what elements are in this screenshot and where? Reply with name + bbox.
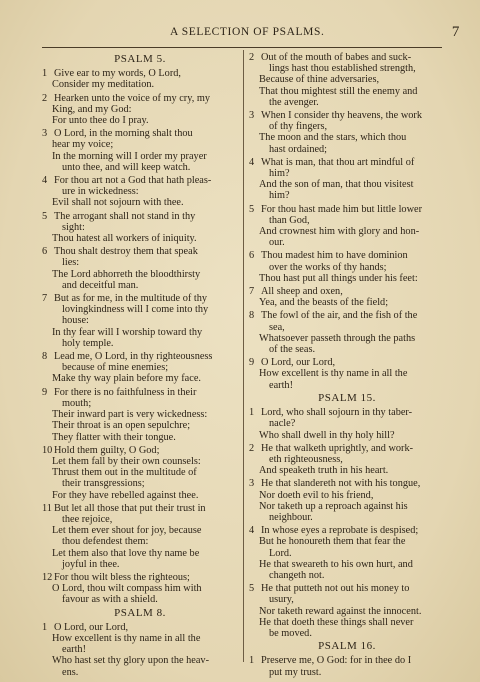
verse-line: neighbour. bbox=[269, 511, 313, 523]
verse-line: house: bbox=[62, 315, 89, 327]
verse bbox=[249, 407, 445, 441]
verse-line-row bbox=[42, 548, 238, 559]
verse-line-row bbox=[42, 162, 238, 173]
verse-line: Nor doeth evil to his friend, bbox=[259, 489, 374, 501]
verse-line: Let them also that love thy name be bbox=[52, 547, 200, 559]
verse-line-row bbox=[42, 467, 238, 478]
verse-line-row bbox=[249, 357, 445, 368]
verse-line: of thy fingers, bbox=[269, 121, 328, 133]
verse-line: Evil shall not sojourn with thee. bbox=[52, 197, 184, 209]
verse-line: ens. bbox=[62, 666, 79, 678]
verse-line-row bbox=[42, 633, 238, 644]
verse bbox=[42, 68, 238, 90]
verse-line-row bbox=[42, 222, 238, 233]
verse-line: sight: bbox=[62, 221, 85, 233]
verse-line-row bbox=[42, 536, 238, 547]
verse-line: their transgressions; bbox=[62, 478, 145, 490]
verse-line-row bbox=[42, 490, 238, 501]
verse-line-row bbox=[249, 454, 445, 465]
verse-line-row bbox=[249, 110, 445, 121]
verse-line: lovingkindness will I come into thy bbox=[62, 304, 209, 316]
right-column bbox=[249, 52, 445, 680]
verse-line-row bbox=[249, 407, 445, 418]
verse-line: Out of the mouth of babes and suck- bbox=[261, 52, 412, 63]
verse-line-row bbox=[42, 93, 238, 104]
verse-line-row bbox=[249, 418, 445, 429]
verse-line: He that putteth not out his money to bbox=[261, 583, 410, 595]
psalm-heading: PSALM 16. bbox=[318, 640, 376, 653]
verse-line: Thou madest him to have dominion bbox=[261, 250, 408, 262]
verse-line-row bbox=[249, 478, 445, 489]
verse-number: 7 bbox=[42, 293, 48, 305]
verse-line: usury, bbox=[269, 594, 294, 606]
verse-line: For thou art not a God that hath pleas- bbox=[54, 175, 212, 187]
verse bbox=[42, 351, 238, 385]
verse bbox=[42, 387, 238, 443]
verse-line-row bbox=[42, 420, 238, 431]
verse-line-row bbox=[42, 104, 238, 115]
verse-line: him? bbox=[269, 168, 290, 180]
verse-line: than God, bbox=[269, 214, 310, 226]
verse-line-row bbox=[42, 128, 238, 139]
verse-number: 6 bbox=[249, 250, 255, 262]
verse-line-row bbox=[42, 409, 238, 420]
verse bbox=[249, 250, 445, 284]
verse-line: That thou mightest still the enemy and bbox=[259, 85, 418, 97]
verse-number: 4 bbox=[249, 156, 255, 168]
verse-line: and deceitful man. bbox=[62, 279, 139, 291]
psalm-heading: PSALM 15. bbox=[318, 391, 376, 404]
verse-line: ure in wickedness: bbox=[62, 186, 139, 198]
verse-line-row bbox=[249, 121, 445, 132]
verse-line: Let them ever shout for joy, because bbox=[52, 525, 202, 537]
verse-line: Let them fall by their own counsels: bbox=[52, 455, 201, 467]
verse-line-row bbox=[249, 97, 445, 108]
verse-number: 10 bbox=[42, 444, 53, 456]
verse-line-row bbox=[42, 175, 238, 186]
running-title: A SELECTION OF PSALMS. bbox=[170, 26, 325, 38]
left-column bbox=[42, 52, 238, 680]
verse-line: Who shall dwell in thy holy hill? bbox=[259, 429, 395, 441]
verse-number: 1 bbox=[42, 621, 48, 633]
verse-line-row bbox=[42, 559, 238, 570]
verse-line: And crownest him with glory and hon- bbox=[259, 226, 420, 238]
verse-line: favour as with a shield. bbox=[62, 594, 158, 606]
verse-line-row bbox=[42, 398, 238, 409]
verse bbox=[249, 443, 445, 477]
verse-line: For they have rebelled against thee. bbox=[52, 489, 199, 501]
verse-line: Lord, who shall sojourn in thy taber- bbox=[261, 407, 413, 419]
verse-line: For thou wilt bless the righteous; bbox=[54, 571, 190, 583]
verse-line-row bbox=[249, 237, 445, 248]
verse bbox=[42, 293, 238, 349]
verse-line: In thy fear will I worship toward thy bbox=[52, 326, 203, 338]
verse-line: Who hast set thy glory upon the heav- bbox=[52, 655, 209, 667]
psalm-heading: PSALM 8. bbox=[114, 606, 166, 619]
verse-line-row bbox=[42, 572, 238, 583]
verse-line: The fowl of the air, and the fish of the bbox=[261, 310, 418, 322]
verse bbox=[42, 211, 238, 245]
verse bbox=[249, 525, 445, 581]
verse-line-row bbox=[249, 273, 445, 284]
verse-line-row bbox=[42, 246, 238, 257]
verse-line: He that doeth these things shall never bbox=[259, 616, 414, 628]
verse-line: Whatsoever passeth through the paths bbox=[259, 332, 416, 344]
running-header bbox=[40, 26, 460, 42]
verse-line: For unto thee do I pray. bbox=[52, 115, 149, 127]
verse-number: 2 bbox=[249, 52, 255, 63]
verse-line-row bbox=[249, 594, 445, 605]
verse-line: joyful in thee. bbox=[62, 558, 120, 570]
verse-line-row bbox=[249, 215, 445, 226]
verse-line: sea, bbox=[269, 321, 285, 333]
verse-line-row bbox=[249, 628, 445, 639]
verse-line-row bbox=[249, 443, 445, 454]
verse-line-row bbox=[249, 333, 445, 344]
verse-line-row bbox=[249, 512, 445, 523]
verse-line: earth! bbox=[269, 379, 294, 391]
verse-line-row bbox=[42, 315, 238, 326]
verse-line-row bbox=[249, 63, 445, 74]
verse-line: He that walketh uprightly, and work- bbox=[261, 442, 414, 454]
verse-line-row bbox=[249, 430, 445, 441]
verse-line: Lead me, O Lord, in thy righteousness bbox=[54, 351, 213, 363]
verse-line: of the seas. bbox=[269, 344, 316, 356]
verse-line-row bbox=[42, 362, 238, 373]
verse-line-row bbox=[249, 655, 445, 666]
verse bbox=[249, 478, 445, 523]
verse-line: hast ordained; bbox=[269, 143, 328, 155]
verse-number: 2 bbox=[249, 442, 255, 454]
verse-number: 12 bbox=[42, 571, 53, 583]
verse-line-row bbox=[249, 380, 445, 391]
page-number: 7 bbox=[451, 24, 460, 40]
verse-line-row bbox=[42, 327, 238, 338]
verse-line: Hearken unto the voice of my cry, my bbox=[54, 92, 211, 104]
verse-line: Because of thine adversaries, bbox=[259, 74, 380, 86]
verse-line-row bbox=[249, 86, 445, 97]
verse-line: Make thy way plain before my face. bbox=[52, 373, 201, 385]
verse-line-row bbox=[249, 617, 445, 628]
verse-number: 11 bbox=[42, 502, 52, 514]
verse-line-row bbox=[42, 525, 238, 536]
verse-line-row bbox=[42, 387, 238, 398]
verse-line-row bbox=[42, 644, 238, 655]
verse-line-row bbox=[42, 373, 238, 384]
verse-line: over the works of thy hands; bbox=[269, 261, 387, 273]
verse-line-row bbox=[42, 269, 238, 280]
verse-line: earth! bbox=[62, 644, 87, 656]
verse bbox=[249, 583, 445, 639]
verse-line-row bbox=[42, 594, 238, 605]
psalm-heading: PSALM 5. bbox=[114, 53, 166, 65]
verse-line-row bbox=[249, 490, 445, 501]
verse-line-row bbox=[249, 297, 445, 308]
verse-line-row bbox=[42, 186, 238, 197]
verse bbox=[249, 357, 445, 391]
verse-number: 3 bbox=[42, 128, 48, 140]
verse-number: 5 bbox=[249, 583, 255, 595]
verse-line: lies: bbox=[62, 257, 80, 269]
verse-line: Thou hast put all things under his feet: bbox=[259, 272, 418, 284]
verse-line: And the son of man, that thou visitest bbox=[259, 179, 414, 191]
verse-line: Hold them guilty, O God; bbox=[54, 444, 160, 456]
verse-line-row bbox=[249, 583, 445, 594]
verse-line-row bbox=[42, 338, 238, 349]
verse-line-row bbox=[249, 144, 445, 155]
verse-line-row bbox=[249, 262, 445, 273]
verse-line: They flatter with their tongue. bbox=[52, 431, 176, 443]
verse-number: 3 bbox=[249, 110, 255, 122]
verse-line: Their inward part is very wickedness: bbox=[52, 409, 208, 421]
verse-line: thou defendest them: bbox=[62, 536, 149, 548]
verse-line-row bbox=[42, 293, 238, 304]
verse-number: 8 bbox=[42, 351, 48, 363]
verse bbox=[42, 622, 238, 678]
verse-number: 9 bbox=[42, 386, 48, 398]
verse-line-row bbox=[249, 606, 445, 617]
verse-line-row bbox=[249, 286, 445, 297]
verse-line-row bbox=[42, 667, 238, 678]
verse bbox=[42, 503, 238, 570]
verse bbox=[249, 52, 445, 108]
verse bbox=[249, 204, 445, 249]
verse bbox=[42, 175, 238, 209]
verse bbox=[42, 246, 238, 291]
verse bbox=[249, 286, 445, 308]
verse-line: In whose eyes a reprobate is despised; bbox=[261, 525, 419, 537]
verse-line: the avenger. bbox=[269, 96, 319, 108]
verse-line-row bbox=[42, 139, 238, 150]
verse-line-row bbox=[42, 445, 238, 456]
verse-line-row bbox=[249, 667, 445, 678]
verse-line: Thou shalt destroy them that speak bbox=[54, 246, 198, 258]
verse-number: 4 bbox=[249, 525, 255, 537]
verse-line: eth righteousness, bbox=[269, 453, 343, 465]
verse-line: hear my voice; bbox=[52, 139, 114, 151]
verse-line: O Lord, our Lord, bbox=[261, 357, 336, 369]
verse-line: The arrogant shall not stand in thy bbox=[54, 210, 196, 222]
verse-line: Thrust them out in the multitude of bbox=[52, 467, 197, 479]
verse-line: changeth not. bbox=[269, 569, 325, 581]
verse bbox=[42, 93, 238, 127]
verse-line: How excellent is thy name in all the bbox=[259, 368, 408, 380]
verse-line-row bbox=[249, 157, 445, 168]
verse-line-row bbox=[249, 465, 445, 476]
verse-line: because of mine enemies; bbox=[62, 362, 169, 374]
verse-line: All sheep and oxen, bbox=[261, 286, 343, 298]
verse-line-row bbox=[249, 525, 445, 536]
verse-line: Yea, and the beasts of the field; bbox=[259, 297, 389, 309]
verse-line: How excellent is thy name in all the bbox=[52, 632, 201, 644]
verse-line: But as for me, in the multitude of thy bbox=[54, 293, 208, 305]
verse-line: holy temple. bbox=[62, 337, 114, 349]
verse-number: 3 bbox=[249, 478, 255, 490]
verse-line: But let all those that put their trust in bbox=[54, 502, 206, 514]
verse bbox=[249, 110, 445, 155]
verse-line-row bbox=[249, 310, 445, 321]
verse-line-row bbox=[42, 115, 238, 126]
verse-line: Their throat is an open sepulchre; bbox=[52, 420, 191, 432]
verse-line-row bbox=[249, 179, 445, 190]
verse-number: 9 bbox=[249, 357, 255, 369]
verse-line: nacle? bbox=[269, 418, 296, 430]
verse-line-row bbox=[42, 503, 238, 514]
verse-line: O Lord, thou wilt compass him with bbox=[52, 583, 202, 595]
verse-number: 7 bbox=[249, 286, 255, 298]
verse-line: him? bbox=[269, 190, 290, 202]
verse-line: lings hast thou established strength, bbox=[269, 63, 416, 75]
verse-line: He that sweareth to his own hurt, and bbox=[259, 558, 413, 570]
verse-line-row bbox=[249, 344, 445, 355]
verse-line-row bbox=[249, 168, 445, 179]
verse-line-row bbox=[42, 257, 238, 268]
verse-line: O Lord, our Lord, bbox=[54, 621, 129, 633]
verse-line-row bbox=[249, 226, 445, 237]
verse bbox=[249, 655, 445, 677]
verse-line: He that slandereth not with his tongue, bbox=[261, 478, 421, 490]
verse-number: 8 bbox=[249, 310, 255, 322]
verse-line-row bbox=[249, 559, 445, 570]
verse-number: 5 bbox=[249, 203, 255, 215]
verse-line-row bbox=[42, 583, 238, 594]
verse-line: Nor taketh up a reproach against his bbox=[259, 500, 408, 512]
verse-line-row bbox=[42, 68, 238, 79]
verse bbox=[42, 445, 238, 501]
verse-line-row bbox=[42, 151, 238, 162]
verse-line-row bbox=[42, 351, 238, 362]
verse bbox=[42, 128, 238, 173]
verse-line-row bbox=[249, 548, 445, 559]
verse-line: O Lord, in the morning shalt thou bbox=[54, 128, 193, 140]
verse-line-row bbox=[249, 74, 445, 85]
verse-line-row bbox=[42, 456, 238, 467]
verse-line: When I consider thy heavens, the work bbox=[261, 110, 422, 122]
verse-line: mouth; bbox=[62, 397, 92, 409]
verse-line: King, and my God: bbox=[52, 103, 132, 115]
verse-line: unto thee, and will keep watch. bbox=[62, 161, 191, 173]
verse-line-row bbox=[42, 233, 238, 244]
verse-number: 1 bbox=[249, 407, 255, 419]
verse-line-row bbox=[42, 280, 238, 291]
verse-line: In the morning will I order my prayer bbox=[52, 150, 207, 162]
verse-line-row bbox=[42, 197, 238, 208]
verse-line: Nor taketh reward against the innocent. bbox=[259, 605, 422, 617]
verse-line-row bbox=[249, 570, 445, 581]
verse-line-row bbox=[249, 132, 445, 143]
verse-line-row bbox=[42, 478, 238, 489]
verse-line: And speaketh truth in his heart. bbox=[259, 465, 389, 477]
verse-line-row bbox=[249, 190, 445, 201]
verse-number: 5 bbox=[42, 210, 48, 222]
header-rule bbox=[42, 47, 442, 48]
verse-line: Preserve me, O God: for in thee do I bbox=[261, 655, 412, 667]
verse-line-row bbox=[42, 304, 238, 315]
verse-line-row bbox=[249, 501, 445, 512]
verse-line-row bbox=[249, 250, 445, 261]
verse-line-row bbox=[42, 79, 238, 90]
verse-line: The Lord abhorreth the bloodthirsty bbox=[52, 268, 201, 280]
verse-line-row bbox=[42, 211, 238, 222]
verse-line-row bbox=[249, 52, 445, 63]
verse-line-row bbox=[249, 536, 445, 547]
verse-number: 1 bbox=[42, 68, 48, 80]
verse-line: Thou hatest all workers of iniquity. bbox=[52, 233, 197, 245]
verse-line: For thou hast made him but little lower bbox=[261, 203, 423, 215]
verse-line-row bbox=[42, 514, 238, 525]
verse-line-row bbox=[42, 622, 238, 633]
verse-line: thee rejoice, bbox=[62, 513, 113, 525]
verse-line: be moved. bbox=[269, 627, 312, 639]
verse bbox=[249, 310, 445, 355]
verse-number: 6 bbox=[42, 246, 48, 258]
verse-line: put my trust. bbox=[269, 666, 322, 678]
verse-line-row bbox=[249, 322, 445, 333]
verse-line: our. bbox=[269, 237, 285, 249]
verse bbox=[249, 157, 445, 202]
verse-line-row bbox=[42, 432, 238, 443]
verse-number: 2 bbox=[42, 92, 48, 104]
verse-line: The moon and the stars, which thou bbox=[259, 132, 407, 144]
verse-line: Give ear to my words, O Lord, bbox=[54, 68, 181, 80]
verse-number: 1 bbox=[249, 655, 255, 667]
verse-line: Lord. bbox=[269, 547, 292, 559]
verse-line-row bbox=[249, 368, 445, 379]
verse-line: Consider my meditation. bbox=[52, 79, 155, 91]
verse-line-row bbox=[249, 204, 445, 215]
verse-line-row bbox=[42, 655, 238, 666]
verse bbox=[42, 572, 238, 606]
verse-line: For there is no faithfulness in their bbox=[54, 386, 197, 398]
column-divider bbox=[243, 50, 244, 662]
verse-line: But he honoureth them that fear the bbox=[259, 536, 406, 548]
verse-number: 4 bbox=[42, 175, 48, 187]
verse-line: What is man, that thou art mindful of bbox=[261, 156, 415, 168]
